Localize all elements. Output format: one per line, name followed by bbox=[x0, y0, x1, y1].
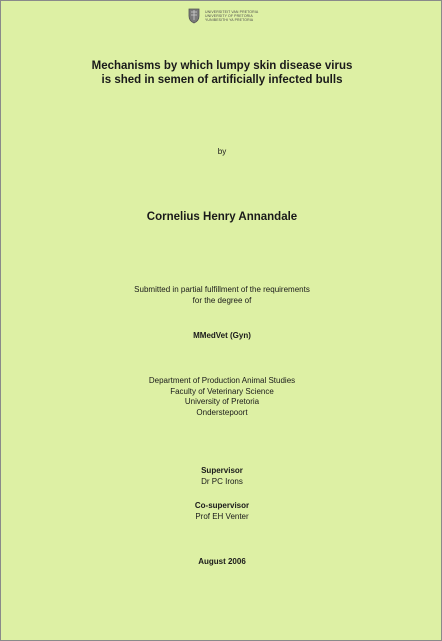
degree-name: MMedVet (Gyn) bbox=[193, 331, 251, 340]
faculty-line: Faculty of Veterinary Science bbox=[170, 386, 274, 396]
submission-line-1: Submitted in partial fulfillment of the requirements bbox=[134, 285, 310, 294]
logo-text bbox=[205, 10, 258, 23]
supervisor-label: Supervisor bbox=[201, 466, 243, 475]
logo-line: UNIVERSITEIT VAN PRETORIA bbox=[205, 10, 259, 14]
campus-line: Onderstepoort bbox=[196, 407, 248, 417]
co-supervisor-label: Co-supervisor bbox=[194, 501, 250, 510]
university-logo bbox=[187, 7, 267, 25]
submission-date: August 2006 bbox=[198, 557, 246, 566]
department-line: Department of Production Animal Studies bbox=[148, 376, 296, 385]
thesis-title-line-1: Mechanisms by which lumpy skin disease virus bbox=[91, 60, 353, 72]
department-block bbox=[1, 376, 442, 418]
thesis-title-line-2: is shed in semen of artificially infected bulls bbox=[101, 74, 343, 86]
university-crest-icon bbox=[187, 7, 201, 24]
submission-statement bbox=[1, 285, 442, 306]
submission-line-2: for the degree of bbox=[192, 295, 252, 305]
logo-line: UNIVERSITY OF PRETORIA bbox=[205, 14, 253, 19]
supervisor-name: Dr PC Irons bbox=[201, 477, 243, 486]
co-supervisor-name: Prof EH Venter bbox=[195, 512, 249, 521]
thesis-title bbox=[1, 59, 442, 87]
author-name: Cornelius Henry Annandale bbox=[146, 211, 298, 223]
by-text: by bbox=[217, 147, 227, 156]
university-line: University of Pretoria bbox=[184, 397, 260, 406]
logo-line: YUNIBESITHI YA PRETORIA bbox=[205, 18, 254, 23]
